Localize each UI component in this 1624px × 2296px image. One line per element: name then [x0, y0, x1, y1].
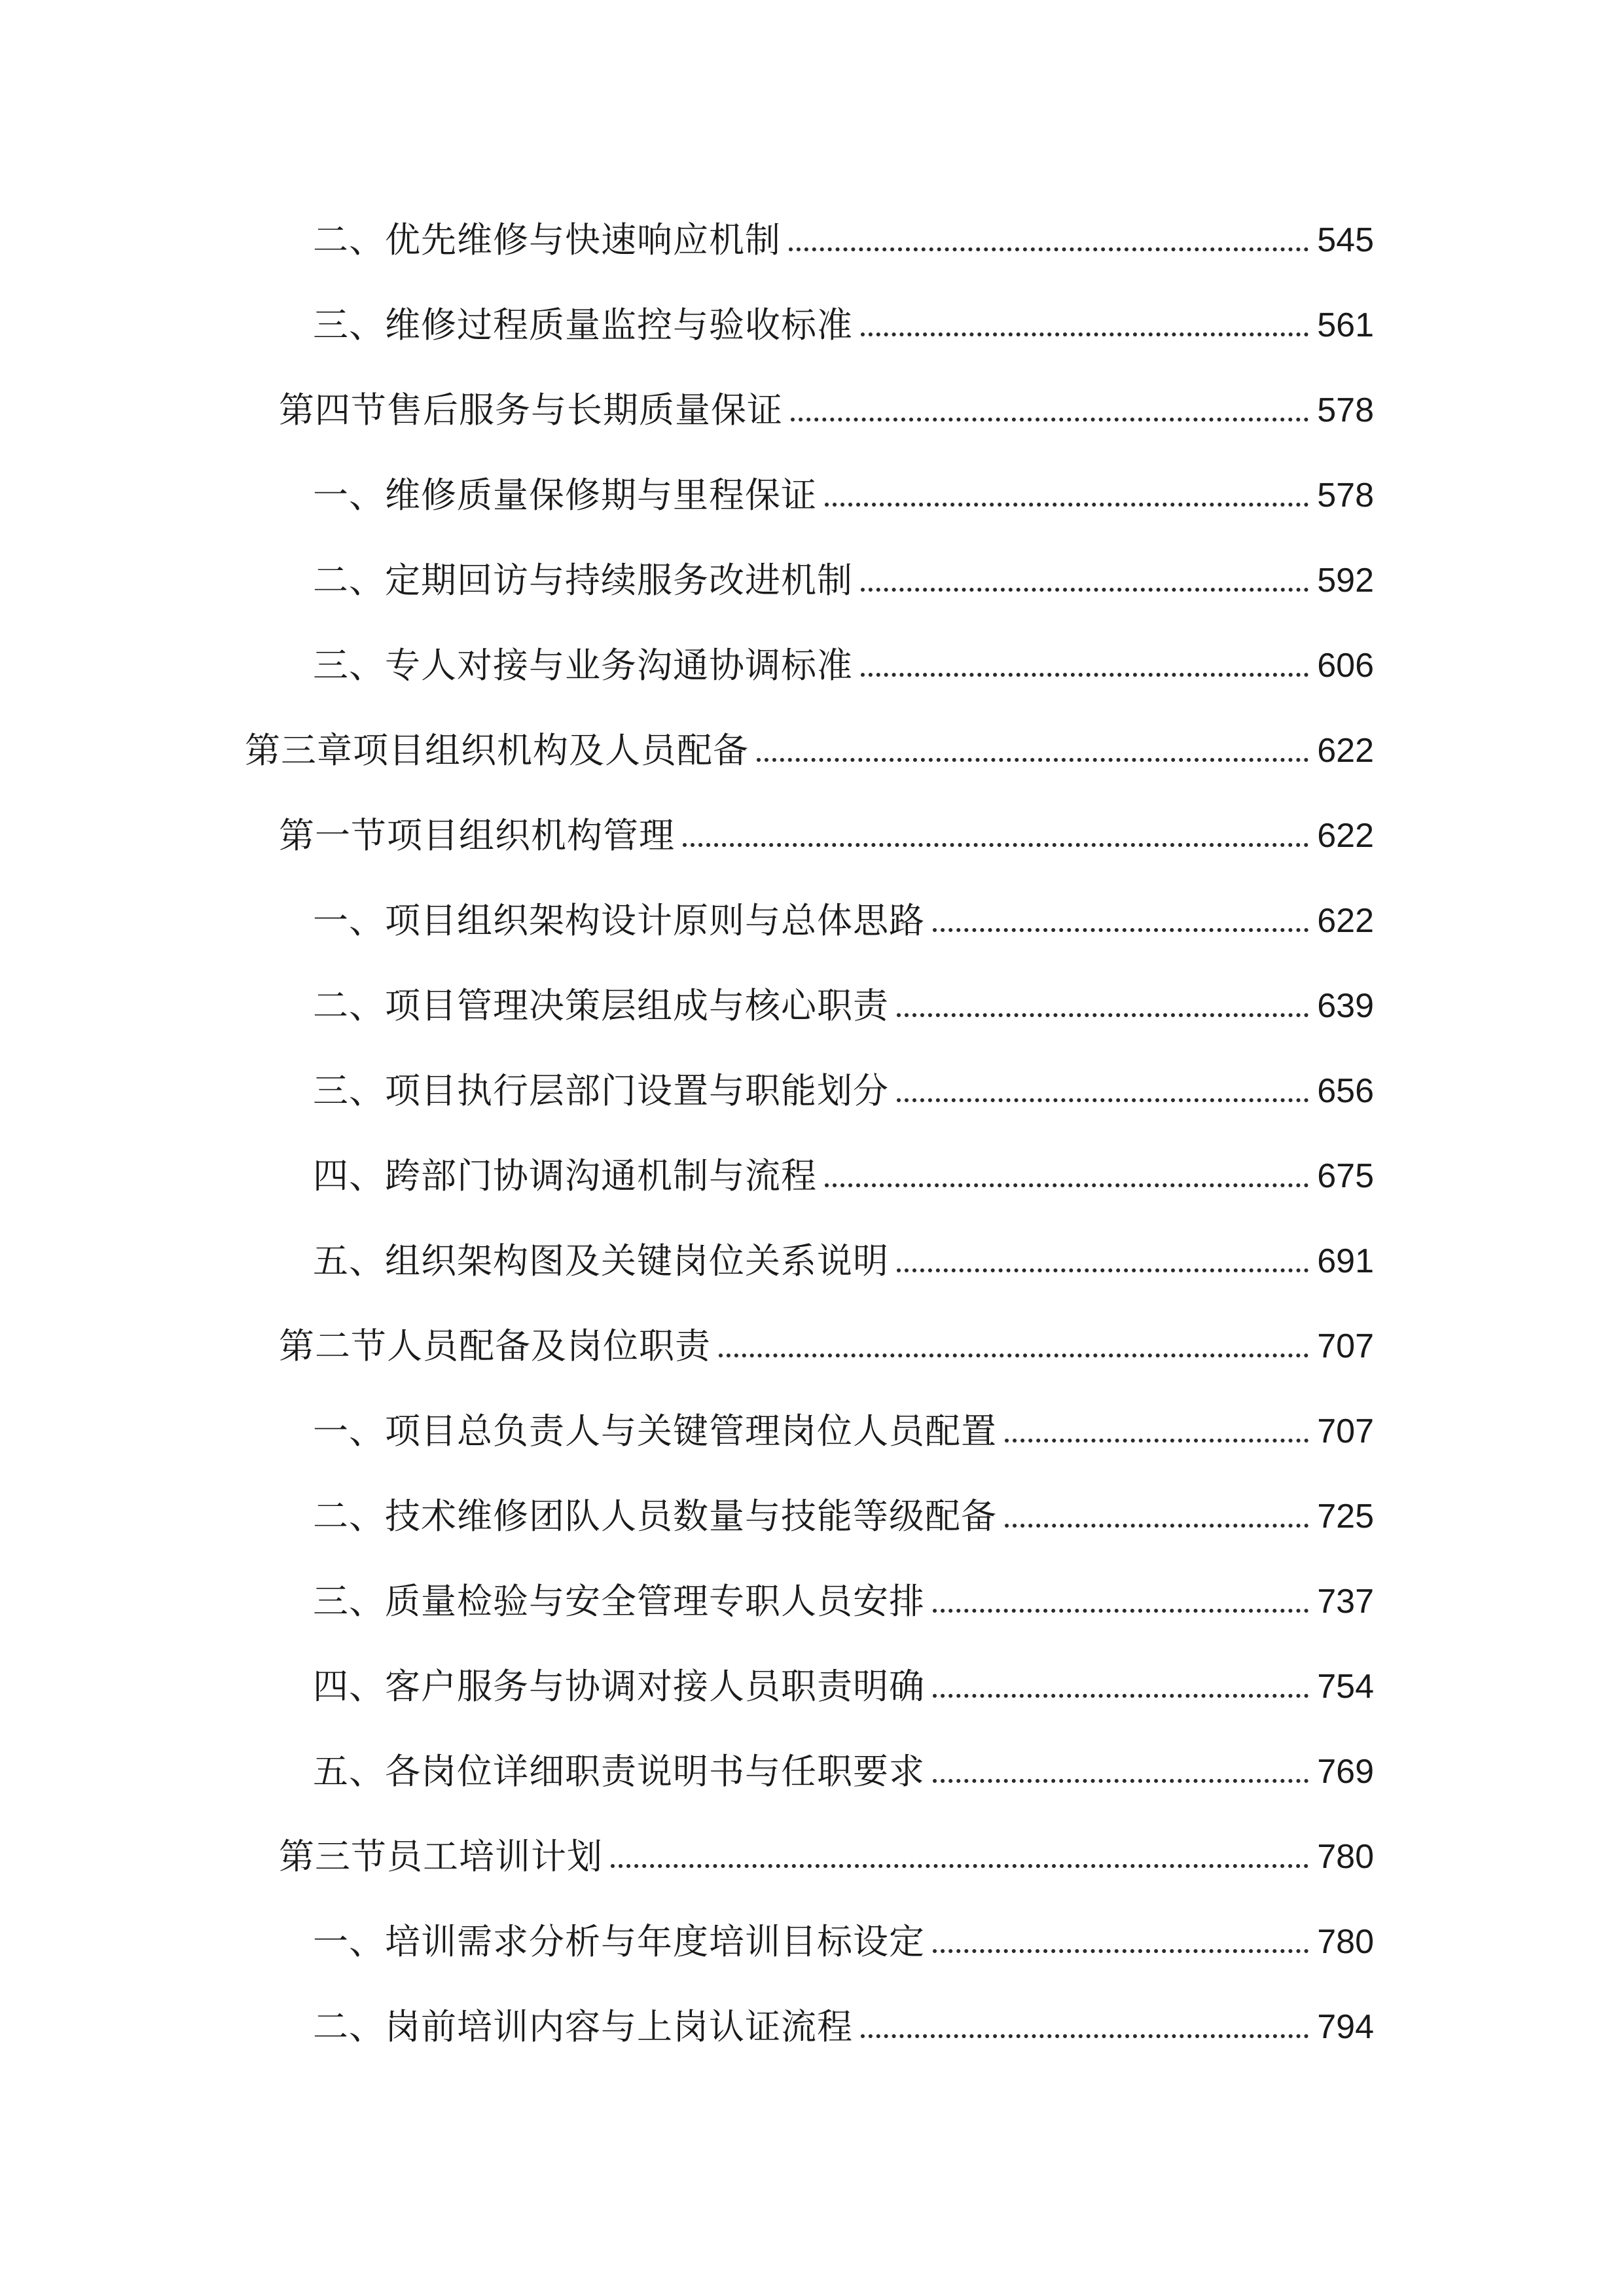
toc-entry-page: 780 [1317, 1923, 1374, 1961]
toc-entry-page: 754 [1317, 1668, 1374, 1706]
toc-entry-title: 五、组织架构图及关键岗位关系说明 [313, 1240, 889, 1282]
toc-dot-leader [825, 1183, 1308, 1187]
toc-entry-title: 二、技术维修团队人员数量与技能等级配备 [313, 1496, 997, 1537]
toc-entry[interactable] [313, 977, 1374, 1035]
toc-entry-page: 592 [1317, 562, 1374, 600]
toc-entry[interactable] [313, 1742, 1374, 1801]
toc-entry-page: 725 [1317, 1498, 1374, 1535]
toc-entry-title: 二、项目管理决策层组成与核心职责 [313, 985, 889, 1026]
toc-entry-title: 一、项目总负责人与关键管理岗位人员配置 [313, 1410, 997, 1452]
toc-entry-page: 656 [1317, 1072, 1374, 1110]
toc-entry-page: 769 [1317, 1753, 1374, 1791]
toc-dot-leader [789, 247, 1308, 251]
toc-dot-leader [897, 1098, 1308, 1102]
toc-dot-leader [933, 1949, 1308, 1953]
toc-entry[interactable] [313, 1232, 1374, 1291]
toc-entry-page: 578 [1317, 391, 1374, 429]
toc-entry-page: 794 [1317, 2008, 1374, 2046]
toc-entry[interactable] [279, 381, 1374, 440]
toc-entry[interactable] [313, 296, 1374, 355]
toc-entry-title: 第一节项目组织机构管理 [279, 815, 675, 856]
toc-entry-page: 737 [1317, 1583, 1374, 1621]
toc-entry-title: 二、优先维修与快速响应机制 [313, 219, 781, 260]
toc-entry[interactable] [313, 636, 1374, 695]
toc-entry[interactable] [279, 1317, 1374, 1376]
toc-entry[interactable] [279, 806, 1374, 865]
toc-dot-leader [933, 928, 1308, 932]
toc-dot-leader [933, 1779, 1308, 1783]
toc-dot-leader [861, 588, 1308, 592]
toc-entry-page: 691 [1317, 1242, 1374, 1280]
toc-entry-title: 一、维修质量保修期与里程保证 [313, 475, 817, 516]
toc-dot-leader [683, 843, 1308, 847]
toc-entry-title: 二、岗前培训内容与上岗认证流程 [313, 2006, 853, 2047]
toc-entry-page: 561 [1317, 306, 1374, 344]
toc-entry-title: 四、客户服务与协调对接人员职责明确 [313, 1666, 925, 1707]
toc-entry[interactable] [313, 551, 1374, 610]
toc-dot-leader [1005, 1524, 1308, 1528]
toc-entry-title: 二、定期回访与持续服务改进机制 [313, 560, 853, 601]
toc-dot-leader [897, 1268, 1308, 1272]
toc-dot-leader [1005, 1439, 1308, 1443]
toc-entry-page: 545 [1317, 221, 1374, 259]
toc-entry-title: 第三章项目组织机构及人员配备 [245, 730, 749, 771]
toc-entry-page: 707 [1317, 1412, 1374, 1450]
toc-entry[interactable] [313, 1657, 1374, 1716]
toc-entry-page: 707 [1317, 1327, 1374, 1365]
toc-entry[interactable] [313, 466, 1374, 525]
toc-entry[interactable] [313, 1998, 1374, 2056]
toc-entry[interactable] [313, 1572, 1374, 1631]
toc-entry[interactable] [313, 1487, 1374, 1546]
toc-entry-page: 606 [1317, 647, 1374, 685]
toc-entry-title: 一、培训需求分析与年度培训目标设定 [313, 1921, 925, 1962]
toc-entry-page: 578 [1317, 476, 1374, 514]
toc-entry[interactable] [313, 211, 1374, 270]
toc-entry-title: 第二节人员配备及岗位职责 [279, 1325, 711, 1367]
toc-dot-leader [791, 418, 1308, 422]
toc-entry[interactable] [245, 721, 1374, 780]
toc-dot-leader [861, 332, 1308, 336]
toc-dot-leader [933, 1609, 1308, 1613]
toc-entry-title: 四、跨部门协调沟通机制与流程 [313, 1155, 817, 1196]
toc-entry-page: 622 [1317, 817, 1374, 855]
toc-entry-page: 675 [1317, 1157, 1374, 1195]
toc-entry-page: 622 [1317, 902, 1374, 940]
toc-entry-page: 622 [1317, 732, 1374, 770]
toc-dot-leader [825, 503, 1308, 507]
toc-dot-leader [897, 1013, 1308, 1017]
toc-entry-title: 一、项目组织架构设计原则与总体思路 [313, 900, 925, 941]
toc-entry-page: 780 [1317, 1838, 1374, 1876]
toc-dot-leader [611, 1864, 1308, 1868]
toc-dot-leader [719, 1354, 1308, 1357]
toc-dot-leader [933, 1694, 1308, 1698]
toc-entry[interactable] [313, 1402, 1374, 1461]
toc-entry-title: 第三节员工培训计划 [279, 1836, 603, 1877]
toc-entry[interactable] [313, 1062, 1374, 1121]
toc-entry[interactable] [313, 1147, 1374, 1206]
toc-entry[interactable] [313, 1912, 1374, 1971]
toc-entry-title: 三、质量检验与安全管理专职人员安排 [313, 1581, 925, 1622]
toc-entry[interactable] [313, 891, 1374, 950]
toc-entry-title: 三、维修过程质量监控与验收标准 [313, 304, 853, 346]
toc-entry-title: 三、项目执行层部门设置与职能划分 [313, 1070, 889, 1111]
toc-dot-leader [861, 2034, 1308, 2038]
toc-entry[interactable] [279, 1827, 1374, 1886]
toc-dot-leader [757, 758, 1308, 762]
toc-entry-page: 639 [1317, 987, 1374, 1025]
toc-dot-leader [861, 673, 1308, 677]
toc-entry-title: 五、各岗位详细职责说明书与任职要求 [313, 1751, 925, 1792]
toc-entry-title: 第四节售后服务与长期质量保证 [279, 389, 783, 431]
toc-entry-title: 三、专人对接与业务沟通协调标准 [313, 645, 853, 686]
